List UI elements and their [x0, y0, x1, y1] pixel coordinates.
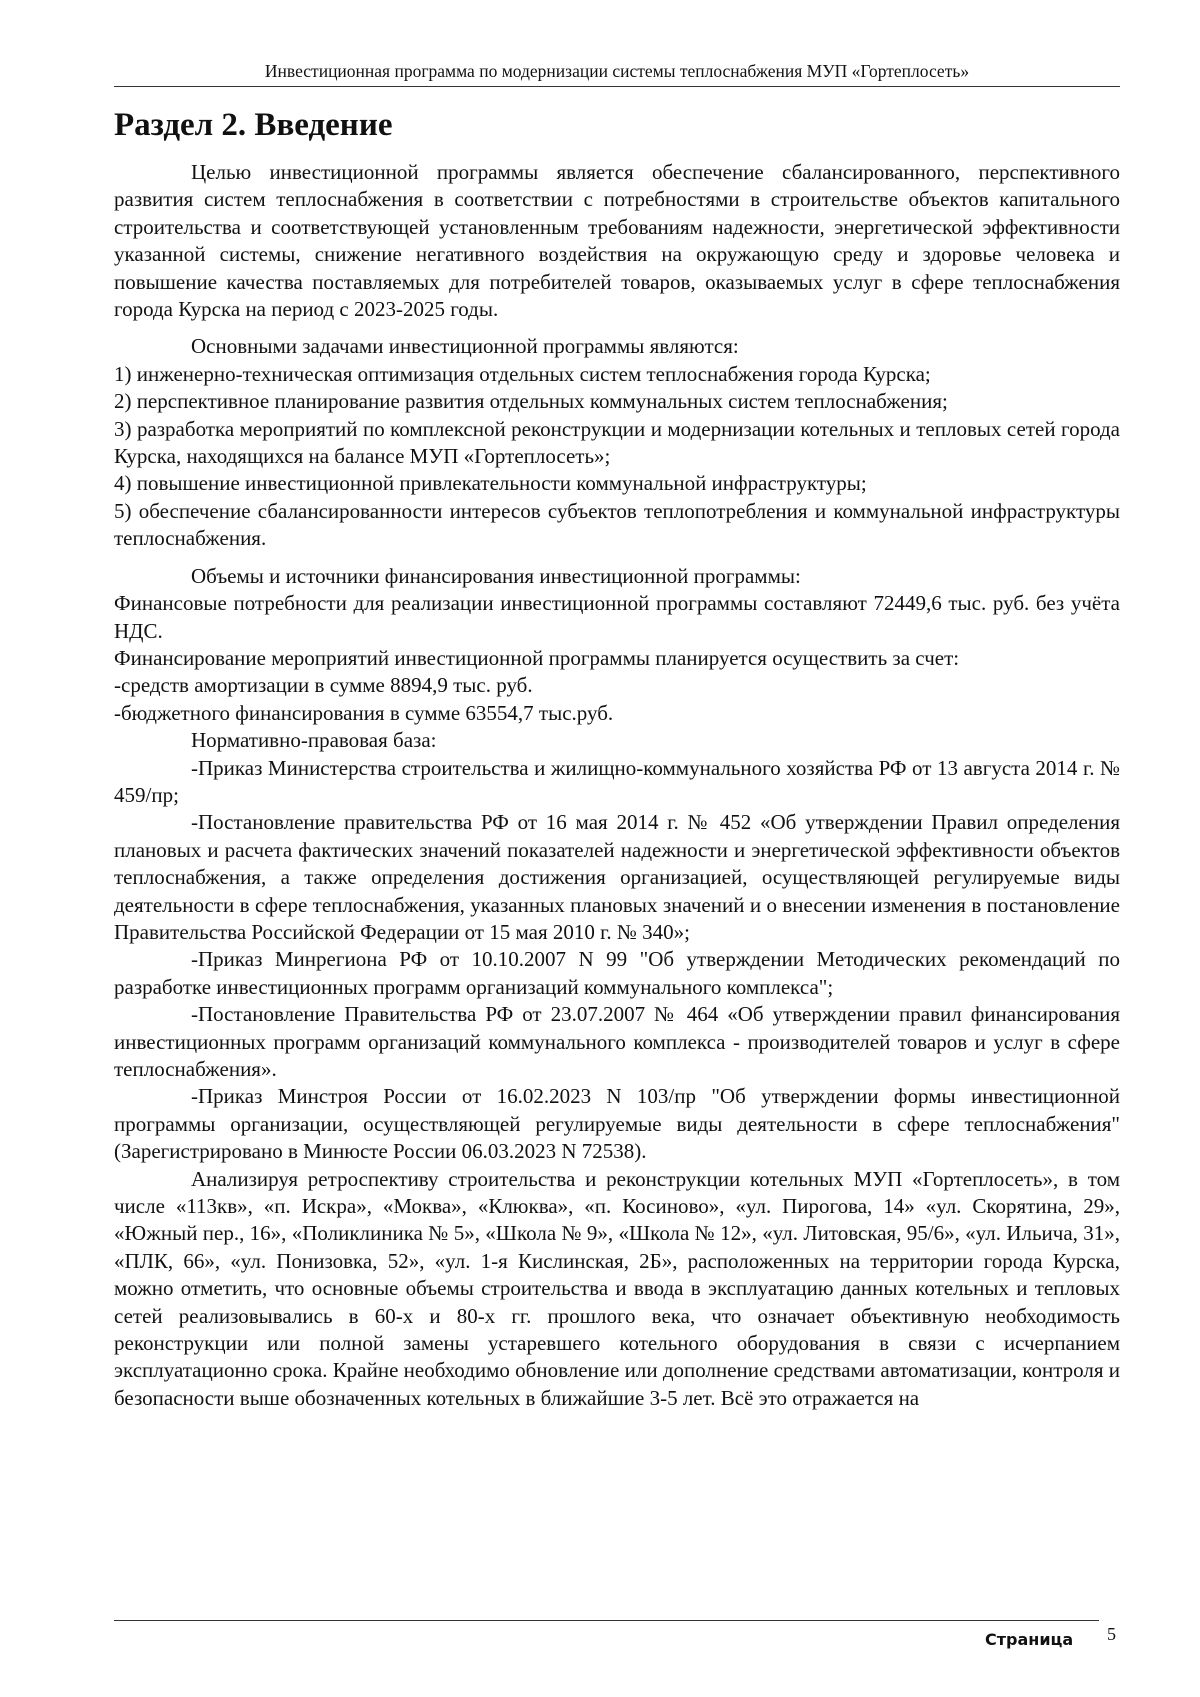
- financing-amortization: -средств амортизации в сумме 8894,9 тыс. руб.: [114, 673, 533, 698]
- footer-page-number: 5: [1107, 1624, 1116, 1644]
- task-item: 1) инженерно-техническая оптимизация отдельных систем теплоснабжения города Курска;: [114, 361, 931, 386]
- task-item: 4) повышение инвестиционной привлекательности коммунальной инфраструктуры;: [114, 471, 867, 496]
- tasks-heading: Основными задачами инвестиционной программы являются:: [191, 334, 739, 359]
- intro-paragraph: Целью инвестиционной программы является обеспечение сбалансированного, перспективного развития систем теплоснабжения в соответствии с потребностями в строительстве объектов капитального строительства и соответствующей установленным требованиям надежности, энергетической эффективности указанной системы, снижение негативного воздействия на окружающую среду и здоровье человека и повышение качества поставляемых для потребителей товаров, оказываемых услуг в сфере теплоснабжения города Курска на период с 2023-2025 годы.: [114, 160, 1120, 322]
- section-title: Раздел 2. Введение: [114, 107, 393, 143]
- document-body: [114, 159, 1120, 1412]
- financing-needs: Финансовые потребности для реализации инвестиционной программы составляют 72449,6 тыс. руб. без учёта НДС.: [114, 591, 1120, 643]
- legal-item: -Приказ Минстроя России от 16.02.2023 N 103/пр "Об утверждении формы инвестиционной программы организации, осуществляющей регулируемые виды деятельности в сфере теплоснабжения" (Зарегистрировано в Минюсте России 06.03.2023 N 72538).: [114, 1084, 1120, 1164]
- financing-heading: Объемы и источники финансирования инвестиционной программы:: [191, 563, 801, 588]
- running-header: Инвестиционная программа по модернизации системы теплоснабжения МУП «Гортеплосеть»: [264, 61, 970, 81]
- task-item: 2) перспективное планирование развития отдельных коммунальных систем теплоснабжения;: [114, 389, 948, 414]
- task-item: 5) обеспечение сбалансированности интересов субъектов теплопотребления и коммунальной инфраструктуры теплоснабжения.: [114, 498, 1120, 551]
- legal-heading: Нормативно-правовая база:: [191, 728, 437, 753]
- financing-budget: -бюджетного финансирования в сумме 63554,7 тыс.руб.: [114, 700, 614, 725]
- legal-item: -Приказ Минрегиона РФ от 10.10.2007 N 99 "Об утверждении Методических рекомендаций по разработке инвестиционных программ организаций коммунального комплекса";: [114, 947, 1120, 999]
- footer-divider: [114, 1620, 1099, 1621]
- task-item: 3) разработка мероприятий по комплексной реконструкции и модернизации котельных и тепловых сетей города Курска, находящихся на балансе МУП «Гортеплосеть»;: [114, 416, 1120, 469]
- analysis-paragraph: Анализируя ретроспективу строительства и реконструкции котельных МУП «Гортеплосеть», в том числе «113кв», «п. Искра», «Моква», «Клюква», «п. Косиново», «ул. Пирогова, 14» «ул. Скорятина, 29», «Южный пер., 16», «Поликлиника № 5», «Школа № 9», «Школа № 12», «ул. Литовская, 95/6», «ул. Ильича, 31», «ПЛК, 66», «ул. Понизовка, 52», «ул. 1-я Кислинская, 2Б», расположенных на территории города Курска, можно отметить, что основные объемы строительства и ввода в эксплуатацию данных котельных и тепловых сетей реализовывались в 60-х и 80-х гг. прошлого века, что означает объективную необходимость реконструкции или полной замены устаревшего котельного оборудования в связи с исчерпанием эксплуатационно срока. Крайне необходимо обновление или дополнение средствами автоматизации, контроля и безопасности выше обозначенных котельных в ближайшие 3-5 лет. Всё это отражается на: [114, 1166, 1120, 1410]
- legal-item: -Приказ Министерства строительства и жилищно-коммунального хозяйства РФ от 13 августа 2014 г. № 459/пр;: [114, 755, 1120, 807]
- header-divider: [114, 86, 1120, 87]
- footer-page-label: Страница: [985, 1630, 1074, 1649]
- financing-sources-intro: Финансирование мероприятий инвестиционной программы планируется осуществить за счет:: [114, 645, 960, 670]
- legal-item: -Постановление правительства РФ от 16 мая 2014 г. № 452 «Об утверждении Правил определения плановых и расчета фактических значений показателей надежности и энергетической эффективности объектов теплоснабжения, а также определения достижения организацией, осуществляющей регулируемые виды деятельности в сфере теплоснабжения, указанных плановых значений и о внесении изменения в постановление Правительства Российской Федерации от 15 мая 2010 г. № 340»;: [114, 810, 1120, 944]
- legal-item: -Постановление Правительства РФ от 23.07.2007 № 464 «Об утверждении правил финансирования инвестиционных программ организаций коммунального комплекса - производителей товаров и услуг в сфере теплоснабжения».: [114, 1002, 1120, 1081]
